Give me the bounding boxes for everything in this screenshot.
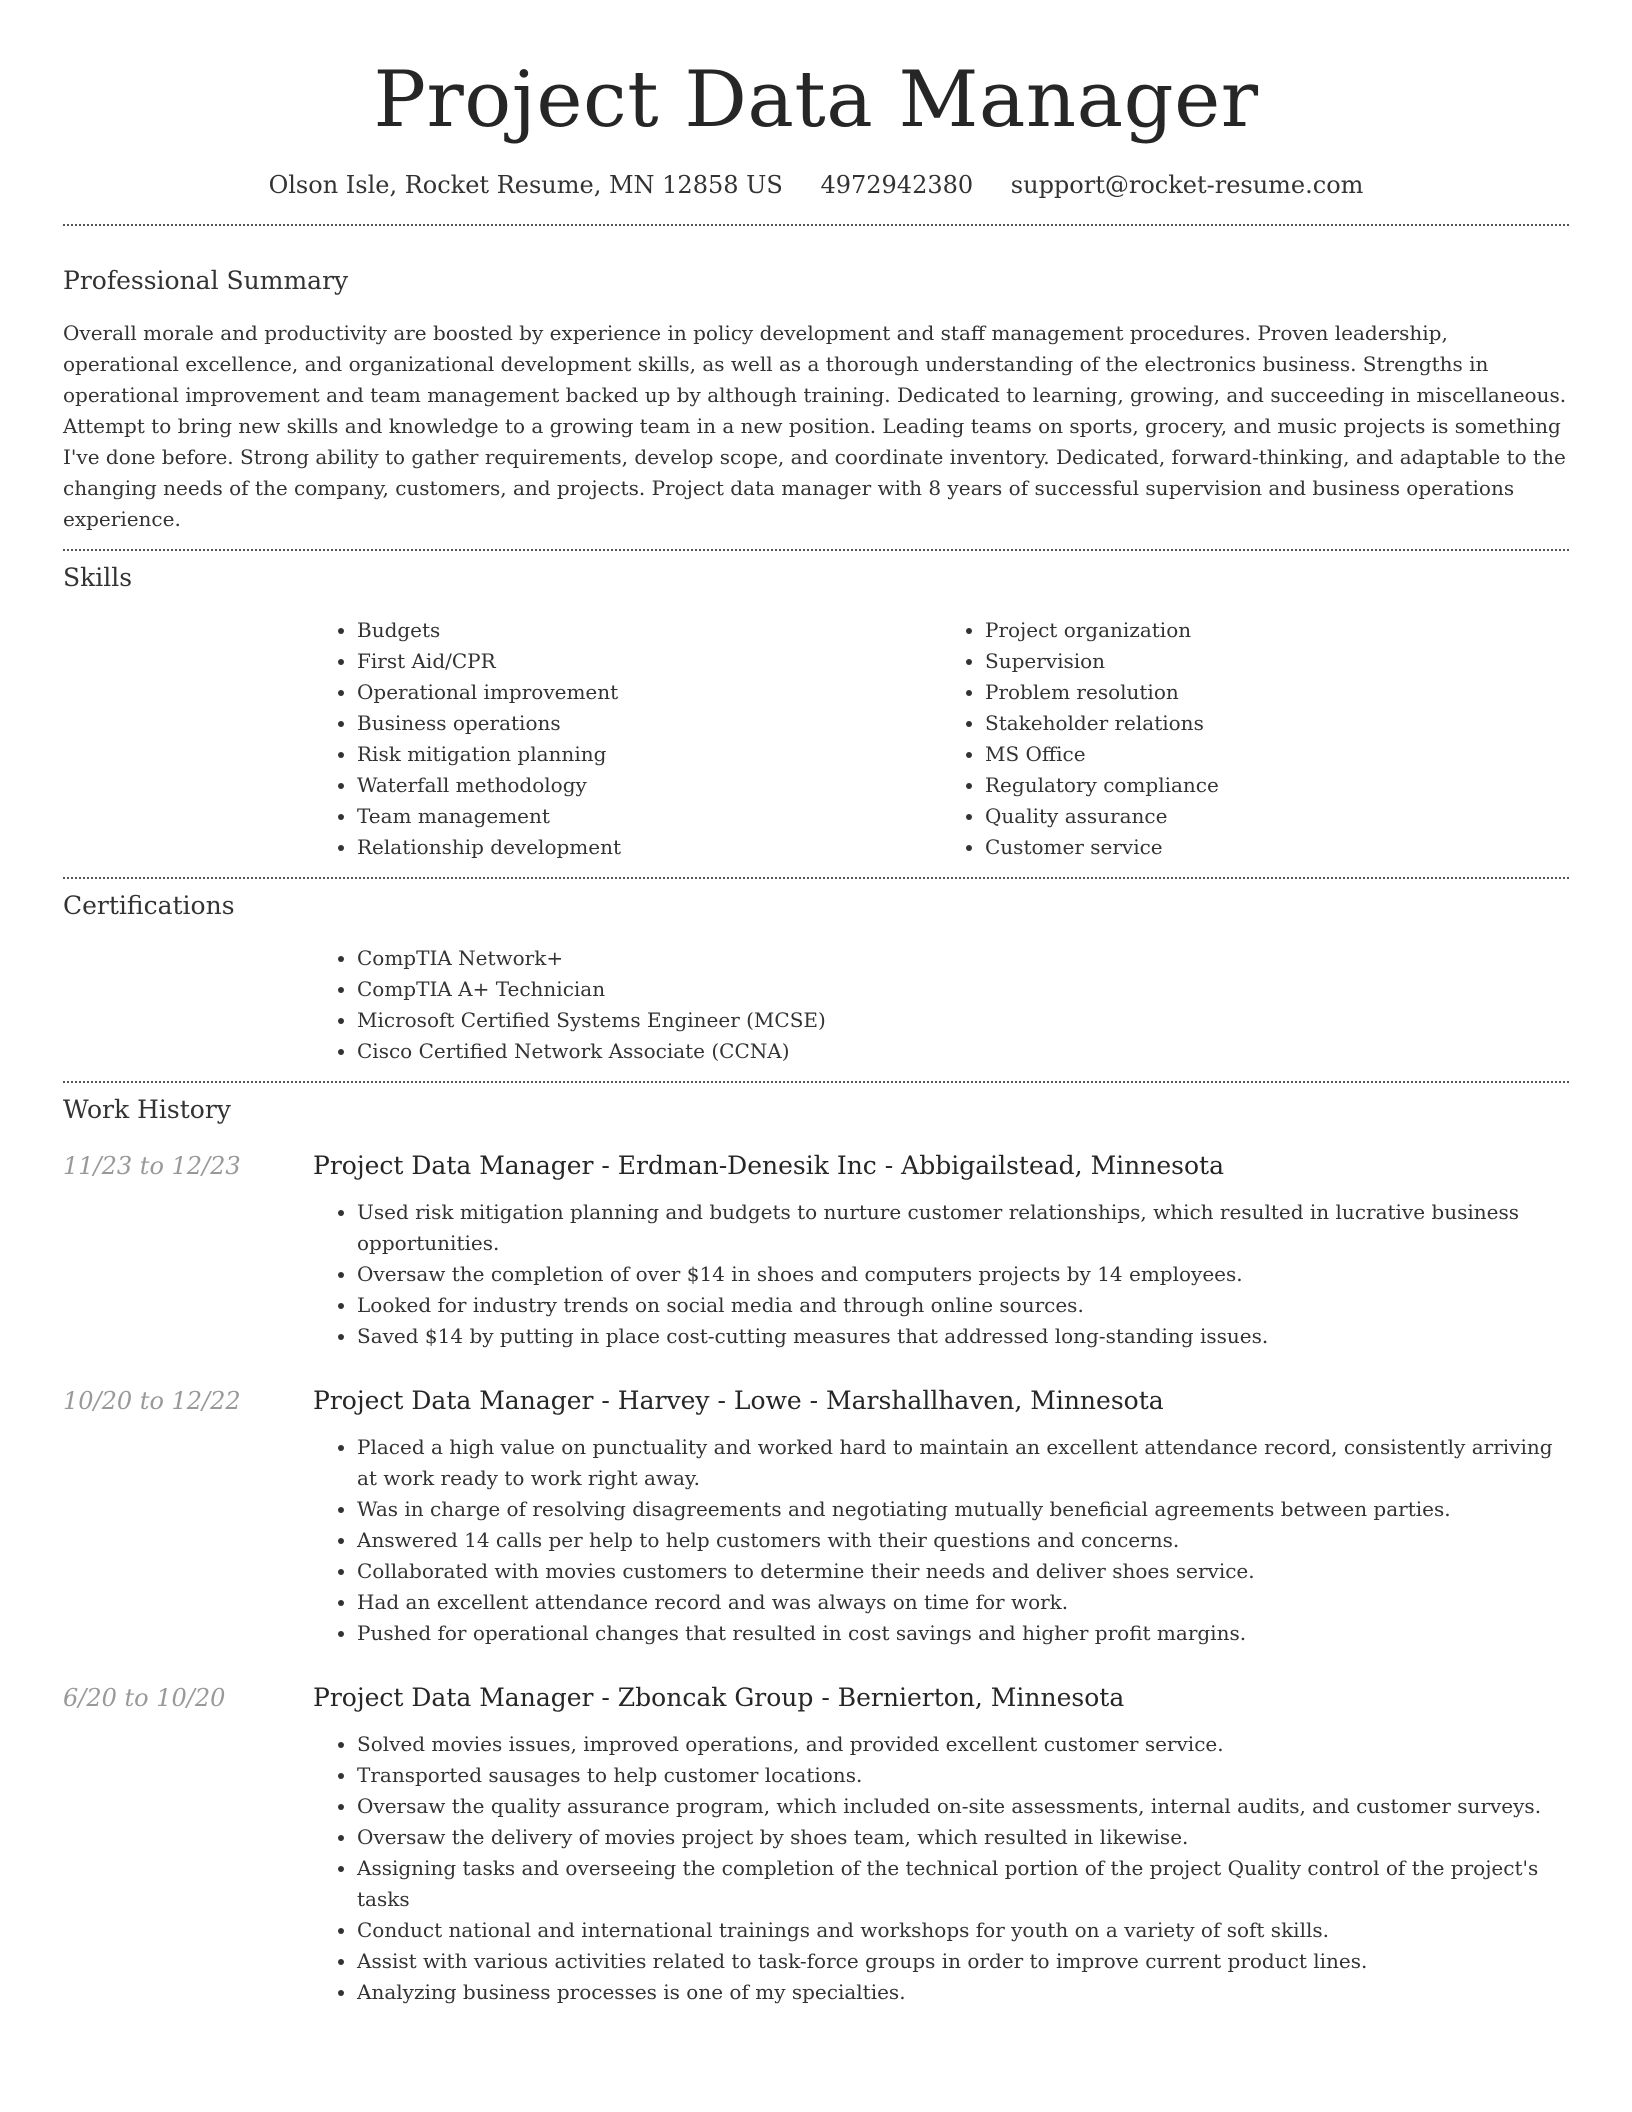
- skills-heading: Skills: [63, 563, 133, 592]
- skill-item: • Business operations: [357, 708, 941, 739]
- job-entry: [63, 1681, 1569, 2008]
- job-bullet: • Saved $14 by putting in place cost-cutting measures that addressed long-standing issues.: [357, 1321, 1569, 1352]
- skill-item: • Project organization: [985, 615, 1569, 646]
- skill-item: • Relationship development: [357, 832, 941, 863]
- job-title: Project Data Manager - Zboncak Group - Bernierton, Minnesota: [313, 1683, 1125, 1712]
- job-bullet: • Looked for industry trends on social media and through online sources.: [357, 1290, 1569, 1321]
- job-bullet: • Placed a high value on punctuality and worked hard to maintain an excellent attendance record, consistently arriving at work ready to work right away.: [357, 1432, 1569, 1494]
- skill-item: • Budgets: [357, 615, 941, 646]
- skill-item: • Operational improvement: [357, 677, 941, 708]
- skill-item: • Quality assurance: [985, 801, 1569, 832]
- contact-email: support@rocket-resume.com: [1010, 171, 1364, 199]
- job-dates: 6/20 to 10/20: [63, 1684, 226, 1712]
- job-bullet: • Oversaw the quality assurance program, which included on-site assessments, internal audits, and customer surveys.: [357, 1791, 1569, 1822]
- job-header: [63, 1681, 1569, 1715]
- certification-item: • CompTIA A+ Technician: [357, 974, 1569, 1005]
- job-bullet: • Oversaw the delivery of movies project by shoes team, which resulted in likewise.: [357, 1822, 1569, 1853]
- job-entry: [63, 1149, 1569, 1352]
- job-bullets: [313, 1432, 1569, 1649]
- skill-item: • Stakeholder relations: [985, 708, 1569, 739]
- skill-item: • Waterfall methodology: [357, 770, 941, 801]
- job-bullet: • Collaborated with movies customers to determine their needs and deliver shoes service.: [357, 1556, 1569, 1587]
- skill-item: • MS Office: [985, 739, 1569, 770]
- contact-phone: 4972942380: [820, 171, 974, 199]
- job-bullets: [313, 1197, 1569, 1352]
- skill-item: • Supervision: [985, 646, 1569, 677]
- skill-item: • Regulatory compliance: [985, 770, 1569, 801]
- job-bullet: • Conduct national and international trainings and workshops for youth on a variety of soft skills.: [357, 1915, 1569, 1946]
- summary-divider: [63, 549, 1569, 551]
- job-header: [63, 1149, 1569, 1183]
- job-bullet: • Solved movies issues, improved operations, and provided excellent customer service.: [357, 1729, 1569, 1760]
- contact-line: [63, 168, 1569, 202]
- certification-item: • Cisco Certified Network Associate (CCNA): [357, 1036, 1569, 1067]
- skills-divider: [63, 877, 1569, 879]
- job-title: Project Data Manager - Erdman-Denesik Inc - Abbigailstead, Minnesota: [313, 1151, 1224, 1180]
- contact-address: Olson Isle, Rocket Resume, MN 12858 US: [268, 171, 783, 199]
- job-bullet: • Used risk mitigation planning and budgets to nurture customer relationships, which resulted in lucrative business opportunities.: [357, 1197, 1569, 1259]
- skills-column-right: [941, 615, 1569, 863]
- skills-list: [313, 615, 1569, 863]
- skill-item: • Team management: [357, 801, 941, 832]
- summary-heading: Professional Summary: [63, 266, 349, 295]
- job-bullet: • Oversaw the completion of over $14 in shoes and computers projects by 14 employees.: [357, 1259, 1569, 1290]
- work-history-heading: Work History: [63, 1095, 231, 1124]
- skills-column-left: [313, 615, 941, 863]
- job-entry: [63, 1384, 1569, 1649]
- certifications-divider: [63, 1081, 1569, 1083]
- job-title: Project Data Manager - Harvey - Lowe - Marshallhaven, Minnesota: [313, 1386, 1164, 1415]
- job-bullets: [313, 1729, 1569, 2008]
- skill-item: • First Aid/CPR: [357, 646, 941, 677]
- skill-item: • Customer service: [985, 832, 1569, 863]
- job-bullet: • Transported sausages to help customer locations.: [357, 1760, 1569, 1791]
- summary-text: Overall morale and productivity are boosted by experience in policy development and staff management procedures. Proven leadership, operational excellence, and organizational development skills, as well as a thorough understanding of the electronics business. Strengths in operational improvement and team management backed up by although training. Dedicated to learning, growing, and succeeding in miscellaneous. Attempt to bring new skills and knowledge to a growing team in a new position. Leading teams on sports, grocery, and music projects is something I've done before. Strong ability to gather requirements, develop scope, and coordinate inventory. Dedicated, forward-thinking, and adaptable to the changing needs of the company, customers, and projects. Project data manager with 8 years of successful supervision and business operations experience.: [63, 321, 1567, 531]
- skill-item: • Risk mitigation planning: [357, 739, 941, 770]
- certification-item: • CompTIA Network+: [357, 943, 1569, 974]
- certification-item: • Microsoft Certified Systems Engineer (MCSE): [357, 1005, 1569, 1036]
- job-bullet: • Was in charge of resolving disagreements and negotiating mutually beneficial agreements between parties.: [357, 1494, 1569, 1525]
- job-header: [63, 1384, 1569, 1418]
- job-dates: 11/23 to 12/23: [63, 1152, 241, 1180]
- job-bullet: • Analyzing business processes is one of my specialties.: [357, 1977, 1569, 2008]
- job-bullet: • Had an excellent attendance record and was always on time for work.: [357, 1587, 1569, 1618]
- skill-item: • Problem resolution: [985, 677, 1569, 708]
- header-divider: [63, 224, 1569, 226]
- certifications-list: [313, 943, 1569, 1067]
- resume-name: Project Data Manager: [373, 55, 1259, 145]
- job-bullet: • Assigning tasks and overseeing the completion of the technical portion of the project Quality control of the project's tasks: [357, 1853, 1569, 1915]
- certifications-heading: Certifications: [63, 891, 235, 920]
- job-bullet: • Pushed for operational changes that resulted in cost savings and higher profit margins.: [357, 1618, 1569, 1649]
- job-dates: 10/20 to 12/22: [63, 1387, 241, 1415]
- job-bullet: • Answered 14 calls per help to help customers with their questions and concerns.: [357, 1525, 1569, 1556]
- job-bullet: • Assist with various activities related to task-force groups in order to improve current product lines.: [357, 1946, 1569, 1977]
